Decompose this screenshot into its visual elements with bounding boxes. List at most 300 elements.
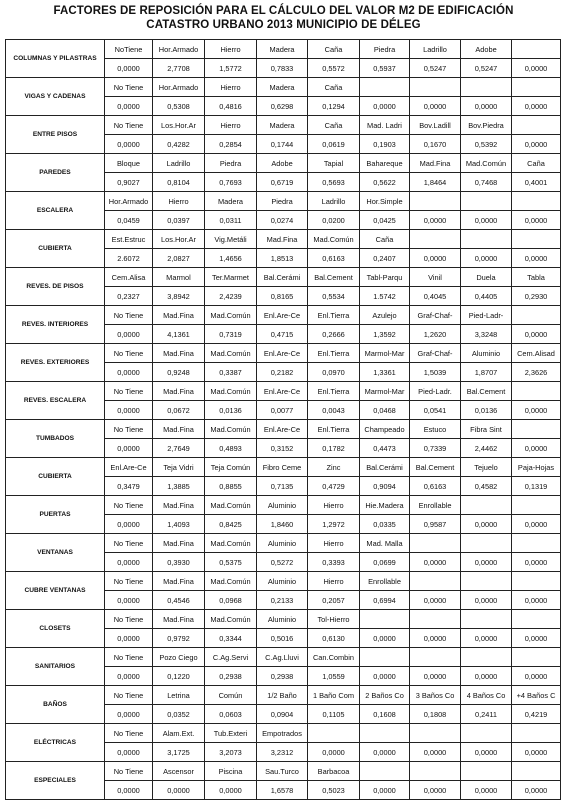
material-label-cell: Est.Estruc xyxy=(105,230,153,249)
factor-value-cell: 0,0000 xyxy=(410,781,461,800)
material-label-cell: Hierro xyxy=(205,40,257,59)
factor-value-cell: 0,0000 xyxy=(461,97,512,116)
material-label-cell: Mad.Común xyxy=(205,420,257,439)
category-cell: PAREDES xyxy=(6,154,105,192)
table-row-labels xyxy=(6,496,561,515)
factor-value-cell: 0,1670 xyxy=(410,135,461,154)
material-label-cell: Marmol xyxy=(153,268,205,287)
factor-value-cell: 0,2411 xyxy=(461,705,512,724)
material-label-cell: Vinil xyxy=(410,268,461,287)
factor-value-cell: 0,0136 xyxy=(205,401,257,420)
factor-value-cell: 0,0000 xyxy=(512,591,561,610)
material-label-cell xyxy=(512,496,561,515)
factor-value-cell: 0,5016 xyxy=(257,629,308,648)
table-row-labels xyxy=(6,572,561,591)
material-label-cell: Champeado xyxy=(360,420,410,439)
material-label-cell: Tub.Exteri xyxy=(205,724,257,743)
material-label-cell: Letrina xyxy=(153,686,205,705)
material-label-cell: Cem.Alisa xyxy=(105,268,153,287)
material-label-cell: Madera xyxy=(205,192,257,211)
factor-value-cell: 0,8425 xyxy=(205,515,257,534)
material-label-cell: Tejuelo xyxy=(461,458,512,477)
factor-value-cell: 0,0000 xyxy=(308,743,360,762)
material-label-cell xyxy=(461,192,512,211)
factor-value-cell: 0,0200 xyxy=(308,211,360,230)
material-label-cell: Hierro xyxy=(308,534,360,553)
table-row-labels xyxy=(6,382,561,401)
factor-value-cell: 0,0311 xyxy=(205,211,257,230)
material-label-cell xyxy=(512,724,561,743)
factor-value-cell: 0,0000 xyxy=(512,515,561,534)
table-row-labels xyxy=(6,648,561,667)
factor-value-cell: 0,4045 xyxy=(410,287,461,306)
factor-value-cell: 0,2327 xyxy=(105,287,153,306)
factor-value-cell: 0,0968 xyxy=(205,591,257,610)
factor-value-cell: 1,5039 xyxy=(410,363,461,382)
table-row-labels xyxy=(6,724,561,743)
material-label-cell: Caña xyxy=(360,230,410,249)
factor-value-cell: 0,0000 xyxy=(105,135,153,154)
factor-value-cell: 0,0000 xyxy=(410,667,461,686)
material-label-cell: Ter.Marmet xyxy=(205,268,257,287)
category-cell: ELÉCTRICAS xyxy=(6,724,105,762)
material-label-cell xyxy=(461,572,512,591)
category-cell: SANITARIOS xyxy=(6,648,105,686)
factor-value-cell: 0,8165 xyxy=(257,287,308,306)
material-label-cell: Mad.Fina xyxy=(153,344,205,363)
factor-value-cell: 2,7708 xyxy=(153,59,205,78)
category-cell: BAÑOS xyxy=(6,686,105,724)
factor-value-cell: 0,5622 xyxy=(360,173,410,192)
factor-value-cell: 0,0000 xyxy=(105,59,153,78)
factor-value-cell: 0,0000 xyxy=(461,743,512,762)
material-label-cell xyxy=(512,762,561,781)
material-label-cell xyxy=(512,648,561,667)
factor-value-cell: 0,2938 xyxy=(257,667,308,686)
table-row-labels xyxy=(6,40,561,59)
material-label-cell xyxy=(410,192,461,211)
material-label-cell: Marmol-Mar xyxy=(360,344,410,363)
material-label-cell: Piedra xyxy=(257,192,308,211)
factor-value-cell: 0,2057 xyxy=(308,591,360,610)
category-cell: REVES. EXTERIORES xyxy=(6,344,105,382)
category-cell: ESPECIALES xyxy=(6,762,105,800)
factor-value-cell: 1,5772 xyxy=(205,59,257,78)
factor-value-cell: 0,0000 xyxy=(512,781,561,800)
material-label-cell: Mad. Ladri xyxy=(360,116,410,135)
material-label-cell: Azulejo xyxy=(360,306,410,325)
material-label-cell: Adobe xyxy=(257,154,308,173)
factor-value-cell: 0,0699 xyxy=(360,553,410,572)
factor-value-cell: 0,8104 xyxy=(153,173,205,192)
material-label-cell: Mad.Fina xyxy=(410,154,461,173)
material-label-cell: Mad.Común xyxy=(461,154,512,173)
factor-value-cell: 3,3248 xyxy=(461,325,512,344)
factor-value-cell: 0,0000 xyxy=(105,705,153,724)
factor-value-cell: 0,3930 xyxy=(153,553,205,572)
factor-value-cell: 0,0468 xyxy=(360,401,410,420)
material-label-cell: Estuco xyxy=(410,420,461,439)
material-label-cell: Pozo Ciego xyxy=(153,648,205,667)
factor-value-cell: 1,6578 xyxy=(257,781,308,800)
factor-value-cell: 0,0352 xyxy=(153,705,205,724)
factor-value-cell: 0,2930 xyxy=(512,287,561,306)
table-row-labels xyxy=(6,154,561,173)
factor-value-cell: 0,9248 xyxy=(153,363,205,382)
factor-value-cell: 0,0000 xyxy=(360,743,410,762)
factor-value-cell: 0,0000 xyxy=(512,211,561,230)
material-label-cell: Aluminio xyxy=(257,572,308,591)
material-label-cell xyxy=(461,724,512,743)
factor-value-cell: 0,1608 xyxy=(360,705,410,724)
factor-value-cell: 0,1903 xyxy=(360,135,410,154)
factor-value-cell: 0,0000 xyxy=(461,211,512,230)
table-row-labels xyxy=(6,686,561,705)
material-label-cell xyxy=(512,572,561,591)
factor-value-cell: 0,0000 xyxy=(105,401,153,420)
material-label-cell: Hierro xyxy=(205,78,257,97)
material-label-cell: Tol-Hierro xyxy=(308,610,360,629)
material-label-cell: Mad.Fina xyxy=(153,534,205,553)
factor-value-cell: 1,2620 xyxy=(410,325,461,344)
factor-value-cell: 0,0459 xyxy=(105,211,153,230)
replacement-factors-table xyxy=(5,39,561,800)
factor-value-cell: 0,4816 xyxy=(205,97,257,116)
factor-value-cell: 0,1782 xyxy=(308,439,360,458)
factor-value-cell: 0,0000 xyxy=(512,325,561,344)
factor-value-cell: 0,9094 xyxy=(360,477,410,496)
factor-value-cell: 0,0000 xyxy=(105,97,153,116)
material-label-cell xyxy=(512,116,561,135)
material-label-cell: Teja Vidri xyxy=(153,458,205,477)
factor-value-cell: 1,0559 xyxy=(308,667,360,686)
factor-value-cell: 0,5392 xyxy=(461,135,512,154)
material-label-cell: Fibro Ceme xyxy=(257,458,308,477)
material-label-cell: Ascensor xyxy=(153,762,205,781)
factor-value-cell: 0,2182 xyxy=(257,363,308,382)
category-cell: ENTRE PISOS xyxy=(6,116,105,154)
factor-value-cell: 0,7693 xyxy=(205,173,257,192)
material-label-cell: Hierro xyxy=(308,572,360,591)
material-label-cell xyxy=(410,610,461,629)
material-label-cell: No Tiene xyxy=(105,420,153,439)
material-label-cell: Enl.Are-Ce xyxy=(257,382,308,401)
material-label-cell: 3 Baños Co xyxy=(410,686,461,705)
document-title-line2: CATASTRO URBANO 2013 MUNICIPIO DE DÉLEG xyxy=(146,19,421,31)
factor-value-cell: 0,7833 xyxy=(257,59,308,78)
factor-value-cell: 0,0000 xyxy=(105,743,153,762)
factor-value-cell: 0,6163 xyxy=(308,249,360,268)
table-row-labels xyxy=(6,458,561,477)
material-label-cell: Graf-Chaf- xyxy=(410,344,461,363)
material-label-cell: Bov.Ladill xyxy=(410,116,461,135)
factor-value-cell: 0,4893 xyxy=(205,439,257,458)
material-label-cell xyxy=(512,534,561,553)
factor-value-cell: 0,1294 xyxy=(308,97,360,116)
material-label-cell: Mad.Fina xyxy=(257,230,308,249)
factor-value-cell: 4,1361 xyxy=(153,325,205,344)
category-cell: TUMBADOS xyxy=(6,420,105,458)
category-cell: ESCALERA xyxy=(6,192,105,230)
factor-value-cell: 0,2407 xyxy=(360,249,410,268)
factor-value-cell: 0,0000 xyxy=(410,553,461,572)
factor-value-cell: 0,2854 xyxy=(205,135,257,154)
category-cell: CUBIERTA xyxy=(6,458,105,496)
material-label-cell: Enrollable xyxy=(360,572,410,591)
factor-value-cell: 2,4239 xyxy=(205,287,257,306)
material-label-cell: No Tiene xyxy=(105,686,153,705)
material-label-cell: Hierro xyxy=(153,192,205,211)
table-row-labels xyxy=(6,762,561,781)
material-label-cell xyxy=(308,724,360,743)
material-label-cell: Mad.Fina xyxy=(153,420,205,439)
material-label-cell: Los.Hor.Ar xyxy=(153,116,205,135)
material-label-cell: Mad.Fina xyxy=(153,610,205,629)
material-label-cell: Pied-Ladr. xyxy=(410,382,461,401)
factor-value-cell: 0,0000 xyxy=(461,515,512,534)
material-label-cell: No Tiene xyxy=(105,572,153,591)
material-label-cell: Paja-Hojas xyxy=(512,458,561,477)
table-row-labels xyxy=(6,192,561,211)
factor-value-cell: 0,4715 xyxy=(257,325,308,344)
factor-value-cell: 0,1744 xyxy=(257,135,308,154)
material-label-cell: 1 Baño Com xyxy=(308,686,360,705)
material-label-cell: Enl.Tierra xyxy=(308,344,360,363)
factor-value-cell: 0,5693 xyxy=(308,173,360,192)
factor-value-cell: 0,0000 xyxy=(105,439,153,458)
material-label-cell: Bloque xyxy=(105,154,153,173)
material-label-cell: Marmol-Mar xyxy=(360,382,410,401)
material-label-cell: Enl.Are-Ce xyxy=(257,306,308,325)
material-label-cell xyxy=(461,78,512,97)
material-label-cell: Enl.Are-Ce xyxy=(257,344,308,363)
factor-value-cell: 0,4582 xyxy=(461,477,512,496)
material-label-cell xyxy=(461,496,512,515)
material-label-cell: Alam.Ext. xyxy=(153,724,205,743)
material-label-cell: Mad.Común xyxy=(205,610,257,629)
material-label-cell: Ladrillo xyxy=(153,154,205,173)
factor-value-cell: 2,3626 xyxy=(512,363,561,382)
factor-value-cell: 0,6994 xyxy=(360,591,410,610)
material-label-cell: Caña xyxy=(308,78,360,97)
factor-value-cell: 0,0000 xyxy=(461,667,512,686)
material-label-cell: Sau.Turco xyxy=(257,762,308,781)
factor-value-cell: 0,4405 xyxy=(461,287,512,306)
factor-value-cell: 1,3885 xyxy=(153,477,205,496)
factor-value-cell: 0,4219 xyxy=(512,705,561,724)
material-label-cell: Mad.Fina xyxy=(153,382,205,401)
factor-value-cell: 0,0000 xyxy=(461,553,512,572)
material-label-cell: Mad.Común xyxy=(205,344,257,363)
factor-value-cell: 0,7468 xyxy=(461,173,512,192)
material-label-cell: Los.Hor.Ar xyxy=(153,230,205,249)
material-label-cell: Enrollable xyxy=(410,496,461,515)
factor-value-cell: 1,4093 xyxy=(153,515,205,534)
material-label-cell xyxy=(512,192,561,211)
factor-value-cell: 1,8513 xyxy=(257,249,308,268)
factor-value-cell: 0,0000 xyxy=(512,135,561,154)
material-label-cell xyxy=(410,78,461,97)
material-label-cell: Enl.Are-Ce xyxy=(105,458,153,477)
material-label-cell xyxy=(461,762,512,781)
factor-value-cell: 0,3152 xyxy=(257,439,308,458)
factor-value-cell: 1,8464 xyxy=(410,173,461,192)
material-label-cell: Bal.Cement xyxy=(308,268,360,287)
material-label-cell: No Tiene xyxy=(105,116,153,135)
factor-value-cell: 0,5023 xyxy=(308,781,360,800)
factor-value-cell: 0,2133 xyxy=(257,591,308,610)
factor-value-cell: 0,4546 xyxy=(153,591,205,610)
factor-value-cell: 3,2073 xyxy=(205,743,257,762)
factor-value-cell: 0,0335 xyxy=(360,515,410,534)
material-label-cell: Enl.Tierra xyxy=(308,382,360,401)
factor-value-cell: 0,0000 xyxy=(512,249,561,268)
material-label-cell: No Tiene xyxy=(105,344,153,363)
material-label-cell: Tapial xyxy=(308,154,360,173)
document-title-line1: FACTORES DE REPOSICIÓN PARA EL CÁLCULO DEL VALOR M2 DE EDIFICACIÓN xyxy=(53,5,514,17)
category-cell: COLUMNAS Y PILASTRAS xyxy=(6,40,105,78)
factor-value-cell: 0,3387 xyxy=(205,363,257,382)
factor-value-cell: 0,0000 xyxy=(105,553,153,572)
material-label-cell: Hor.Simple xyxy=(360,192,410,211)
factor-value-cell: 0,0000 xyxy=(410,211,461,230)
material-label-cell xyxy=(410,534,461,553)
material-label-cell: Hor.Armado xyxy=(105,192,153,211)
factor-value-cell: 2,7649 xyxy=(153,439,205,458)
factor-value-cell: 0,0000 xyxy=(461,249,512,268)
material-label-cell: Piedra xyxy=(360,40,410,59)
material-label-cell: Cem.Alisad xyxy=(512,344,561,363)
category-cell: CUBIERTA xyxy=(6,230,105,268)
factor-value-cell: 0,0000 xyxy=(105,515,153,534)
factor-value-cell: 0,4001 xyxy=(512,173,561,192)
material-label-cell: Duela xyxy=(461,268,512,287)
material-label-cell: No Tiene xyxy=(105,724,153,743)
material-label-cell: Vig.Metáli xyxy=(205,230,257,249)
material-label-cell: Mad.Común xyxy=(205,306,257,325)
factor-value-cell: 0,0970 xyxy=(308,363,360,382)
factor-value-cell: 1,8460 xyxy=(257,515,308,534)
factor-value-cell: 0,0000 xyxy=(205,781,257,800)
material-label-cell: Aluminio xyxy=(257,534,308,553)
factor-value-cell: 1,3592 xyxy=(360,325,410,344)
material-label-cell: C.Ag.Lluvi xyxy=(257,648,308,667)
table-row-labels xyxy=(6,230,561,249)
factor-value-cell: 0,0000 xyxy=(105,363,153,382)
factor-value-cell: 0,0000 xyxy=(410,249,461,268)
category-cell: CLOSETS xyxy=(6,610,105,648)
material-label-cell: Común xyxy=(205,686,257,705)
material-label-cell: Mad. Malla xyxy=(360,534,410,553)
material-label-cell: Mad.Fina xyxy=(153,496,205,515)
material-label-cell xyxy=(410,230,461,249)
category-cell: VIGAS Y CADENAS xyxy=(6,78,105,116)
material-label-cell: Piscina xyxy=(205,762,257,781)
material-label-cell: Bal.Cerámi xyxy=(257,268,308,287)
factor-value-cell: 0,0000 xyxy=(512,629,561,648)
factor-value-cell: 0,5247 xyxy=(461,59,512,78)
factor-value-cell: 1,3361 xyxy=(360,363,410,382)
factor-value-cell: 0,0000 xyxy=(410,629,461,648)
factor-value-cell: 0,9027 xyxy=(105,173,153,192)
factor-value-cell: 0,5247 xyxy=(410,59,461,78)
material-label-cell: No Tiene xyxy=(105,382,153,401)
factor-value-cell: 0,0000 xyxy=(360,97,410,116)
factor-value-cell: 0,7339 xyxy=(410,439,461,458)
factor-value-cell: 0,9587 xyxy=(410,515,461,534)
factor-value-cell: 0,6298 xyxy=(257,97,308,116)
factor-value-cell: 1,2972 xyxy=(308,515,360,534)
material-label-cell: Enl.Tierra xyxy=(308,420,360,439)
material-label-cell: Adobe xyxy=(461,40,512,59)
material-label-cell xyxy=(512,40,561,59)
material-label-cell: 2 Baños Co xyxy=(360,686,410,705)
table-row-labels xyxy=(6,344,561,363)
factor-value-cell: 0,5937 xyxy=(360,59,410,78)
factor-value-cell: 0,0000 xyxy=(360,781,410,800)
factor-value-cell: 0,0000 xyxy=(461,781,512,800)
factor-value-cell: 0,2938 xyxy=(205,667,257,686)
material-label-cell: No Tiene xyxy=(105,306,153,325)
factor-value-cell: 0,0000 xyxy=(105,781,153,800)
material-label-cell: Mad.Común xyxy=(205,382,257,401)
material-label-cell: Caña xyxy=(308,116,360,135)
table-row-labels xyxy=(6,610,561,629)
material-label-cell: Aluminio xyxy=(461,344,512,363)
material-label-cell: Caña xyxy=(512,154,561,173)
factor-value-cell: 0,0077 xyxy=(257,401,308,420)
table-row-labels xyxy=(6,420,561,439)
material-label-cell xyxy=(512,610,561,629)
factor-value-cell: 0,0000 xyxy=(105,629,153,648)
material-label-cell: Madera xyxy=(257,78,308,97)
factor-value-cell: 0,7319 xyxy=(205,325,257,344)
table-row-labels xyxy=(6,306,561,325)
material-label-cell: Aluminio xyxy=(257,610,308,629)
material-label-cell: Ladrillo xyxy=(410,40,461,59)
material-label-cell: NoTiene xyxy=(105,40,153,59)
material-label-cell: No Tiene xyxy=(105,762,153,781)
factor-value-cell: 0,3393 xyxy=(308,553,360,572)
material-label-cell: Madera xyxy=(257,116,308,135)
material-label-cell xyxy=(461,230,512,249)
factor-value-cell: 0,0000 xyxy=(461,591,512,610)
category-cell: VENTANAS xyxy=(6,534,105,572)
category-cell: PUERTAS xyxy=(6,496,105,534)
material-label-cell xyxy=(512,420,561,439)
material-label-cell: 1/2 Baño xyxy=(257,686,308,705)
material-label-cell: Caña xyxy=(308,40,360,59)
factor-value-cell: 0,1105 xyxy=(308,705,360,724)
factor-value-cell: 0,0000 xyxy=(410,743,461,762)
material-label-cell: Ladrillo xyxy=(308,192,360,211)
material-label-cell: Aluminio xyxy=(257,496,308,515)
factor-value-cell: 0,0000 xyxy=(360,667,410,686)
factor-value-cell: 3,8942 xyxy=(153,287,205,306)
material-label-cell xyxy=(360,762,410,781)
material-label-cell: 4 Baños Co xyxy=(461,686,512,705)
factor-value-cell: 0,5375 xyxy=(205,553,257,572)
factor-value-cell: 0,4282 xyxy=(153,135,205,154)
material-label-cell: Bal.Cement xyxy=(461,382,512,401)
category-cell: REVES. INTERIORES xyxy=(6,306,105,344)
factor-value-cell: 0,7135 xyxy=(257,477,308,496)
material-label-cell: No Tiene xyxy=(105,610,153,629)
factor-value-cell: 0,2666 xyxy=(308,325,360,344)
factor-value-cell: 1.5742 xyxy=(360,287,410,306)
material-label-cell xyxy=(360,724,410,743)
factor-value-cell: 0,0274 xyxy=(257,211,308,230)
